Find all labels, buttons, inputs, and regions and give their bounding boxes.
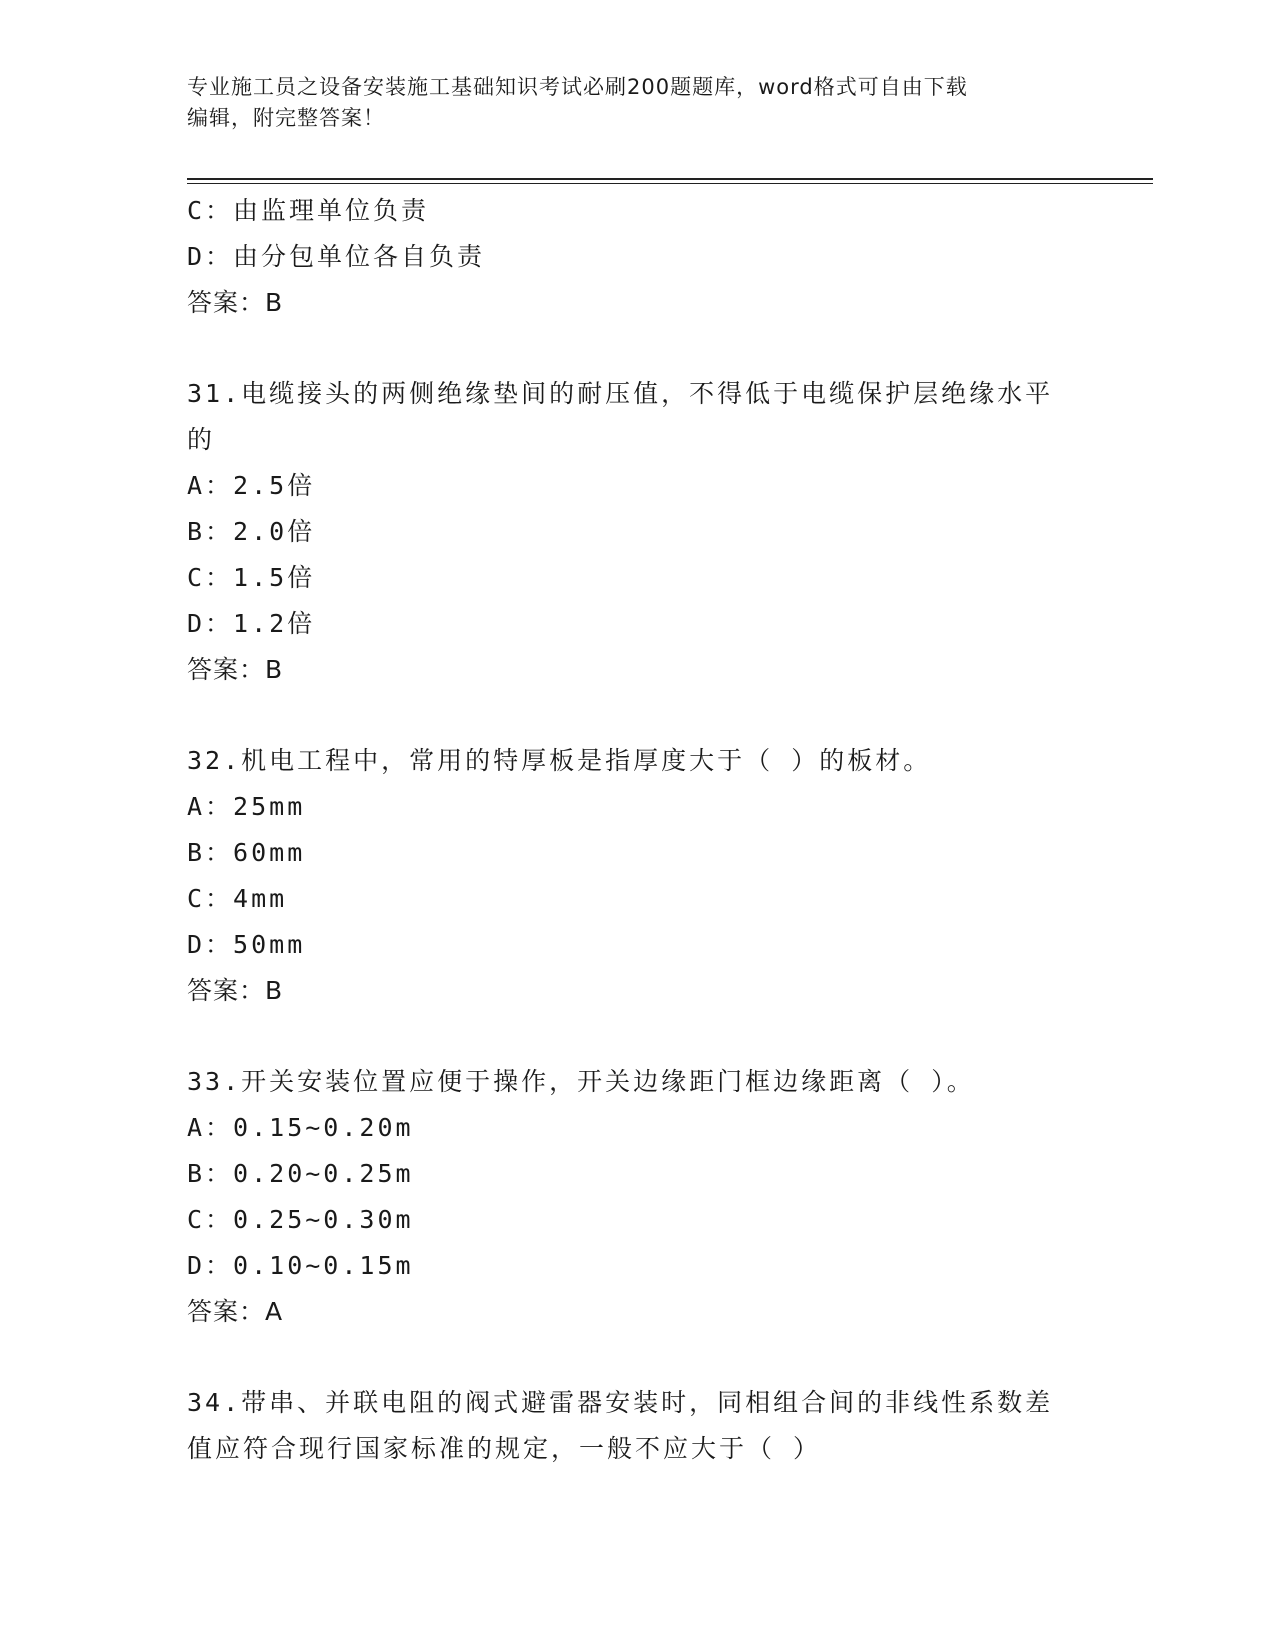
question-34 — [187, 1380, 1087, 1472]
question-33 — [187, 1059, 1087, 1335]
option-d: D：50mm — [187, 930, 306, 959]
header-divider-thin — [187, 183, 1153, 184]
header-line-1: 专业施工员之设备安装施工基础知识考试必刷200题题库，word格式可自由下载 — [187, 75, 968, 99]
question-31 — [187, 371, 1087, 693]
option-b: B：60mm — [187, 838, 306, 867]
option-a: A：0.15~0.20m — [187, 1113, 414, 1142]
question-32 — [187, 738, 1087, 1014]
option-b: B：2.0倍 — [187, 517, 316, 546]
header-line-2: 编辑，附完整答案！ — [187, 106, 385, 130]
option-a: A：25mm — [187, 792, 306, 821]
question-stem: 33.开关安装位置应便于操作，开关边缘距门框边缘距离（ ）。 — [187, 1067, 975, 1096]
option-d: D：1.2倍 — [187, 609, 316, 638]
answer: 答案：B — [187, 976, 284, 1005]
option-b: B：0.20~0.25m — [187, 1159, 414, 1188]
option-c: C：由监理单位负责 — [187, 196, 430, 225]
question-stem-continued: 的 — [187, 425, 216, 454]
question-30-tail — [187, 188, 1087, 326]
option-c: C：1.5倍 — [187, 563, 316, 592]
answer: 答案：B — [187, 288, 284, 317]
question-stem: 31.电缆接头的两侧绝缘垫间的耐压值，不得低于电缆保护层绝缘水平 — [187, 379, 1054, 408]
document-header — [187, 72, 1087, 134]
question-list — [187, 188, 1087, 1472]
header-divider-thick — [187, 178, 1153, 180]
option-a: A：2.5倍 — [187, 471, 316, 500]
question-stem: 34.带串、并联电阻的阀式避雷器安装时，同相组合间的非线性系数差 — [187, 1388, 1054, 1417]
question-stem: 32.机电工程中，常用的特厚板是指厚度大于（ ）的板材。 — [187, 746, 932, 775]
option-d: D：由分包单位各自负责 — [187, 242, 486, 271]
answer: 答案：B — [187, 655, 284, 684]
option-d: D：0.10~0.15m — [187, 1251, 414, 1280]
answer: 答案：A — [187, 1297, 284, 1326]
question-stem-continued: 值应符合现行国家标准的规定，一般不应大于（ ） — [187, 1434, 822, 1463]
option-c: C：4mm — [187, 884, 288, 913]
option-c: C：0.25~0.30m — [187, 1205, 414, 1234]
